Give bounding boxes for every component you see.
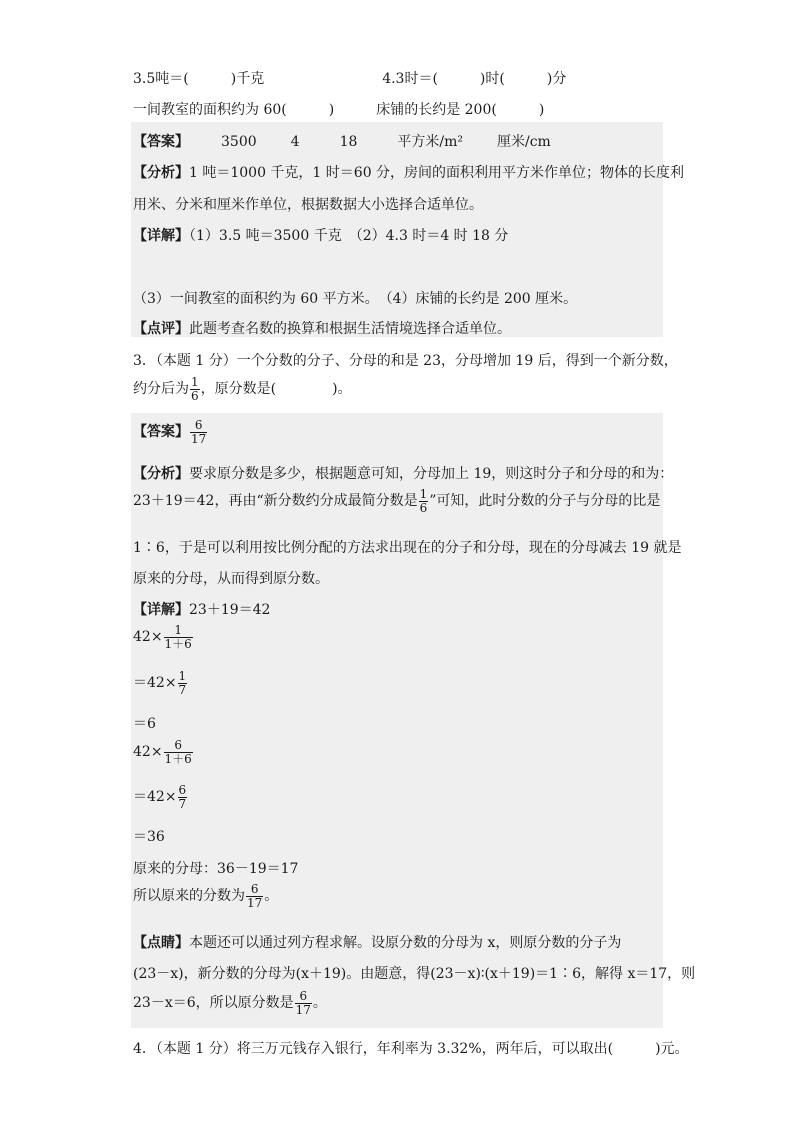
q2-blank-ton: 3.5吨＝( )千克 — [133, 71, 265, 87]
answer-value: 18 — [339, 134, 358, 150]
q3-stem-1: 3．（本题 1 分）一个分数的分子、分母的和是 23，分母增加 19 后，得到一个新分数， — [133, 353, 678, 369]
fraction: $\frac{6}{17}$ — [295, 989, 311, 1017]
q3-stem-2: 约分后为 $\frac{1}{6}$ ，原分数是( )。 — [133, 375, 352, 403]
analysis-tag: 【分析】 — [133, 165, 189, 181]
q2-detail-1: 【详解】（1）3.5 吨＝3500 千克 （2）4.3 时＝4 时 18 分 — [133, 228, 509, 244]
answer-tag: 【答案】 — [133, 134, 189, 150]
detail-tag: 【详解】 — [133, 602, 189, 618]
q2-comment: 【点评】此题考查名数的换算和根据生活情境选择合适单位。 — [133, 321, 511, 337]
q3-analysis-4: 原来的分母，从而得到原分数。 — [133, 571, 329, 587]
comment-tag: 【点评】 — [133, 321, 189, 337]
q3-analysis-1: 【分析】要求原分数是多少，根据题意可知，分母加上 19，则这时分子和分母的和为： — [133, 466, 674, 482]
comment-tag: 【点睛】 — [133, 935, 189, 951]
q3-step-1: 42× $\frac{1}{1+6}$ — [133, 623, 192, 651]
detail-tag: 【详解】 — [133, 228, 189, 244]
answer-tag: 【答案】 — [133, 424, 189, 441]
q3-comment-3: 23－x＝6，所以原分数是 $\frac{6}{17}$ 。 — [133, 989, 327, 1017]
fraction: $\frac{6}{7}$ — [178, 783, 187, 811]
q3-step-5: ＝42× $\frac{6}{7}$ — [133, 783, 187, 811]
q2-answer — [133, 131, 551, 151]
fraction: $\frac{1}{6}$ — [191, 375, 199, 403]
q3-step-4: 42× $\frac{6}{1+6}$ — [133, 738, 192, 766]
q3-detail-1: 【详解】23＋19＝42 — [133, 602, 271, 618]
q3-step-2: ＝42× $\frac{1}{7}$ — [133, 669, 187, 697]
q3-step-7: 原来的分母：36－19＝17 — [133, 861, 299, 877]
q2-line-1 — [133, 68, 566, 88]
q3-answer — [133, 419, 208, 445]
q3-comment-2: (23－x)，新分数的分母为(x＋19)。由题意，得(23－x)∶(x＋19)＝1∶6，解得 x＝17，则 — [133, 966, 696, 982]
answer-value: 厘米/cm — [497, 134, 551, 150]
q2-analysis-2: 用米、分米和厘米作单位，根据数据大小选择合适单位。 — [133, 197, 483, 213]
answer-fraction: $\frac{6}{17}$ — [191, 418, 207, 446]
q2-blank-area: 一间教室的面积约为 60( ) — [133, 102, 335, 118]
q3-analysis-2: 23＋19＝42，再由“新分数约分成最简分数是 $\frac{1}{6}$ ”可知，此时分数的分子与分母的比是 — [133, 487, 661, 515]
q2-analysis-1: 【分析】1 吨＝1000 千克，1 时＝60 分，房间的面积利用平方米作单位；物体的长度利 — [133, 165, 685, 181]
fraction: $\frac{1}{6}$ — [419, 487, 428, 515]
analysis-tag: 【分析】 — [133, 466, 189, 482]
answer-value: 3500 — [221, 134, 257, 150]
q3-comment-1: 【点睛】本题还可以通过列方程求解。设原分数的分母为 x，则原分数的分子为 — [133, 935, 622, 951]
q2-detail-2: （3）一间教室的面积约为 60 平方米。 （4）床铺的长约是 200 厘米。 — [133, 291, 578, 307]
fraction: $\frac{1}{7}$ — [178, 669, 187, 697]
fraction: $\frac{1}{1+6}$ — [164, 623, 192, 651]
q2-line-2 — [133, 99, 544, 119]
fraction: $\frac{6}{1+6}$ — [164, 738, 192, 766]
answer-value: 平方米/m² — [397, 134, 463, 150]
fraction: $\frac{6}{17}$ — [247, 882, 263, 910]
q4-stem: 4．（本题 1 分）将三万元钱存入银行，年利率为 3.32%，两年后，可以取出( )元。 — [133, 1041, 689, 1057]
q2-blank-hour: 4.3时＝( )时( )分 — [382, 71, 567, 87]
q3-step-6: ＝36 — [133, 829, 165, 845]
q3-step-8: 所以原来的分数为 $\frac{6}{17}$ 。 — [133, 882, 279, 910]
q2-blank-length: 床铺的长约是 200( ) — [376, 102, 545, 118]
answer-value: 4 — [290, 134, 300, 150]
q3-analysis-3: 1∶6，于是可以利用按比例分配的方法求出现在的分子和分母，现在的分母减去 19 就是 — [133, 540, 682, 556]
q3-step-3: ＝6 — [133, 716, 156, 732]
